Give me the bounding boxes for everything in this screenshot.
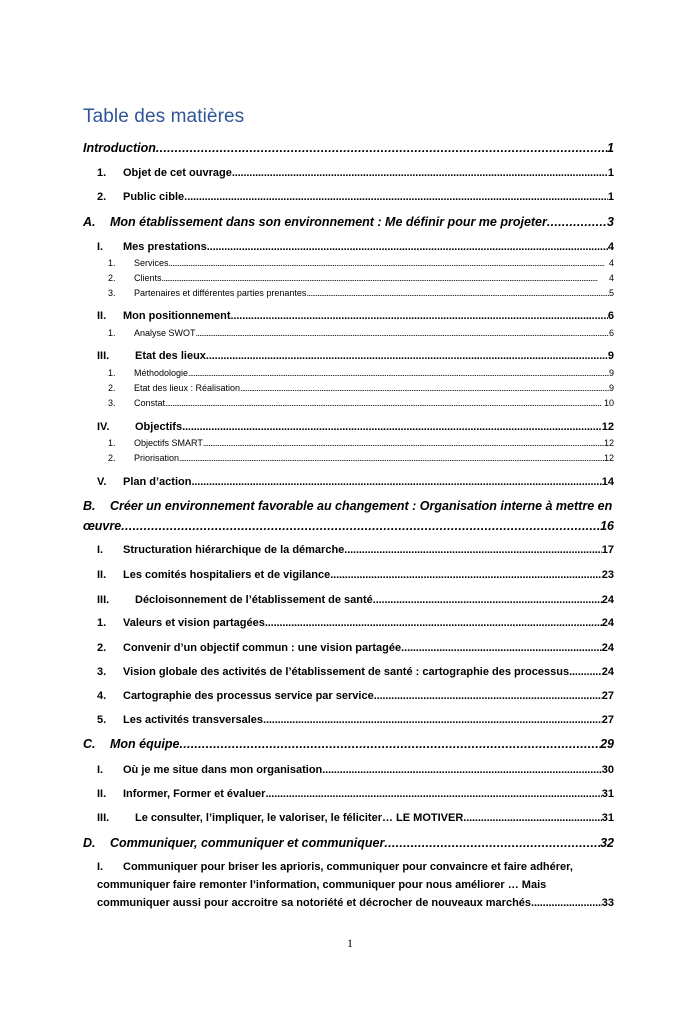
toc-entry-page: 6 xyxy=(608,328,614,338)
toc-entry-number: I. xyxy=(97,544,104,556)
toc-entry-number: III. xyxy=(97,594,110,606)
toc-entry-page: 14 xyxy=(601,476,614,488)
toc-entry[interactable] xyxy=(108,398,614,408)
toc-entry-number: 1. xyxy=(108,258,116,268)
toc-entry-text: Priorisation xyxy=(134,453,180,463)
toc-leader xyxy=(384,836,600,850)
toc-entry[interactable] xyxy=(83,737,614,751)
toc-entry-second-line xyxy=(97,879,546,891)
toc-entry-number: 1. xyxy=(108,328,116,338)
toc-entry-page: 1 xyxy=(607,141,614,155)
toc-leader xyxy=(569,666,602,678)
toc-leader xyxy=(463,812,601,824)
toc-leader xyxy=(232,167,608,179)
toc-entry-number: B. xyxy=(83,499,96,513)
toc-entry-text: Constat xyxy=(134,398,166,408)
toc-leader xyxy=(179,737,600,751)
toc-leader xyxy=(265,617,602,629)
toc-entry-text: Méthodologie xyxy=(134,368,189,378)
toc-entry-page: 9 xyxy=(608,368,614,378)
toc-entry-page: 9 xyxy=(607,350,614,362)
toc-entry-page: 12 xyxy=(601,421,614,433)
toc-entry-number: C. xyxy=(83,737,96,751)
toc-leader xyxy=(196,328,609,338)
toc-entry-text: Etat des lieux xyxy=(135,350,206,362)
toc-entry[interactable] xyxy=(83,836,614,850)
toc-entry-number: I. xyxy=(97,764,104,776)
toc-entry-number: D. xyxy=(83,836,96,850)
toc-entry[interactable] xyxy=(97,764,614,776)
toc-entry-page: 9 xyxy=(608,383,614,393)
toc-entry-text: Où je me situe dans mon organisation xyxy=(123,764,323,776)
toc-entry[interactable] xyxy=(97,191,614,203)
toc-entry-text: Créer un environnement favorable au changement : Organisation interne à mettre en xyxy=(110,499,613,513)
toc-entry-number: III. xyxy=(97,350,110,362)
toc-entry-page: 12 xyxy=(603,453,614,463)
toc-leader xyxy=(207,241,608,253)
toc-entry-page: 27 xyxy=(601,690,614,702)
toc-entry-number: 2. xyxy=(108,383,116,393)
toc-entry-text: Les activités transversales xyxy=(123,714,264,726)
toc-entry[interactable] xyxy=(97,666,614,678)
toc-entry-page: 5 xyxy=(608,288,614,298)
toc-entry[interactable] xyxy=(108,383,614,393)
toc-entry-text: Communiquer pour briser les aprioris, communiquer pour convaincre et faire adhérer, xyxy=(123,861,573,873)
toc-leader xyxy=(322,764,601,776)
toc-leader xyxy=(547,215,607,229)
toc-entry-page: 31 xyxy=(601,812,614,824)
toc-entry-text: Mes prestations xyxy=(123,241,207,253)
toc-entry-page: 24 xyxy=(601,594,614,606)
toc-entry-number: 2. xyxy=(108,273,116,283)
toc-entry-page: 24 xyxy=(601,617,614,629)
toc-entry-text: Décloisonnement de l’établissement de santé xyxy=(135,594,373,606)
toc-entry-number: V. xyxy=(97,476,107,488)
toc-leader xyxy=(263,714,602,726)
toc-entry-text: Plan d’action xyxy=(123,476,192,488)
toc-entry-number: 1. xyxy=(108,438,116,448)
toc-leader xyxy=(187,191,608,203)
toc-entry-number: A. xyxy=(83,215,96,229)
toc-entry-page: 1 xyxy=(607,167,614,179)
toc-entry[interactable] xyxy=(108,453,614,463)
toc-leader xyxy=(156,141,607,155)
toc-entry-first-line[interactable] xyxy=(97,861,573,873)
toc-leader xyxy=(531,897,602,909)
toc-entry-text: Vision globale des activités de l’établissement de santé : cartographie des processus xyxy=(123,666,570,678)
toc-entry-number: 5. xyxy=(97,714,107,726)
toc-leader xyxy=(330,569,602,581)
toc-leader xyxy=(169,258,609,268)
toc-entry[interactable] xyxy=(97,594,614,606)
toc-entry[interactable] xyxy=(108,273,614,283)
toc-leader xyxy=(240,383,609,393)
toc-entry[interactable] xyxy=(97,421,614,433)
toc-entry-number: I. xyxy=(97,861,104,873)
toc-entry-number: 1. xyxy=(97,617,107,629)
toc-entry[interactable] xyxy=(108,288,614,298)
toc-entry-page: 4 xyxy=(607,241,614,253)
toc-entry-text: Le consulter, l’impliquer, le valoriser, le féliciter… LE MOTIVER xyxy=(135,812,464,824)
toc-entry-number: II. xyxy=(97,310,107,322)
toc-entry-number: 1. xyxy=(108,368,116,378)
toc-entry[interactable] xyxy=(97,812,614,824)
toc-entry-text-continued: œuvre xyxy=(83,519,122,533)
toc-entry[interactable] xyxy=(83,141,614,155)
toc-entry-text: Mon positionnement xyxy=(123,310,231,322)
toc-leader xyxy=(188,368,609,378)
toc-leader xyxy=(231,310,608,322)
toc-entry-text: Structuration hiérarchique de la démarche xyxy=(123,544,345,556)
toc-entry[interactable] xyxy=(108,328,614,338)
toc-entry-number: II. xyxy=(97,788,107,800)
toc-entry[interactable] xyxy=(97,476,614,488)
toc-entry-text: Mon établissement dans son environnement : Me définir pour me projeter xyxy=(110,215,547,229)
toc-entry[interactable] xyxy=(97,642,614,654)
toc-entry-text: Analyse SWOT xyxy=(134,328,196,338)
toc-entry-text: Services xyxy=(134,258,169,268)
toc-entry-text: Convenir d’un objectif commun : une vision partagée. xyxy=(123,642,405,654)
toc-entry-number: 3. xyxy=(97,666,107,678)
toc-leader xyxy=(165,398,604,408)
toc-entry-number: 2. xyxy=(108,453,116,463)
toc-entry-text: Informer, Former et évaluer xyxy=(123,788,266,800)
toc-entry-page: 24 xyxy=(601,666,614,678)
page-number: 1 xyxy=(347,936,353,950)
toc-entry[interactable] xyxy=(83,519,614,533)
toc-entry-text: Etat des lieux : Réalisation xyxy=(134,383,241,393)
toc-entry[interactable] xyxy=(83,215,614,229)
toc-entry-page: 16 xyxy=(600,519,614,533)
toc-entry-page: 32 xyxy=(600,836,614,850)
toc-entry[interactable] xyxy=(97,617,614,629)
toc-leader xyxy=(206,350,608,362)
toc-entry-number: III. xyxy=(97,812,110,824)
toc-entry-number: IV. xyxy=(97,421,110,433)
toc-leader xyxy=(374,690,602,702)
toc-entry-page: 4 xyxy=(608,273,614,283)
toc-entry[interactable] xyxy=(108,438,614,448)
toc-entry-number: 3. xyxy=(108,288,116,298)
toc-entry[interactable] xyxy=(97,241,614,253)
toc-entry-page: 3 xyxy=(607,215,614,229)
toc-entry-text: Partenaires et différentes parties prenantes xyxy=(134,288,307,298)
toc-title: Table des matières xyxy=(83,106,245,127)
toc-entry-text-continued: communiquer faire remonter l’information, communiquer pour nous améliorer … Mais xyxy=(97,879,547,891)
toc-entry[interactable] xyxy=(97,569,614,581)
toc-entry[interactable] xyxy=(97,690,614,702)
toc-entry-number: 2. xyxy=(97,191,107,203)
toc-entry[interactable] xyxy=(97,310,614,322)
toc-entry-page: 23 xyxy=(601,569,614,581)
toc-entry-text: Objet de cet ouvrage xyxy=(123,167,232,179)
toc-leader xyxy=(179,453,604,463)
toc-entry-text: Introduction xyxy=(83,141,156,155)
toc-entry-page: 33 xyxy=(601,897,614,909)
toc-entry-number: 3. xyxy=(108,398,116,408)
toc-entry-page: 6 xyxy=(607,310,614,322)
toc-entry-page: 27 xyxy=(601,714,614,726)
toc-entry[interactable] xyxy=(97,544,614,556)
toc-entry-page: 24 xyxy=(601,642,614,654)
toc-entry-number: II. xyxy=(97,569,107,581)
toc-entry-text: Clients xyxy=(134,273,162,283)
toc-entry[interactable] xyxy=(108,368,614,378)
toc-leader xyxy=(373,594,602,606)
toc-entry-text: Communiquer, communiquer et communiquer xyxy=(110,836,385,850)
toc-entry-text-continued: communiquer aussi pour accroitre sa notoriété et décrocher de nouveaux marchés xyxy=(97,897,532,909)
toc-entry[interactable] xyxy=(108,258,614,268)
toc-entry-number: 1. xyxy=(97,167,107,179)
toc-leader xyxy=(121,519,600,533)
toc-leader xyxy=(306,288,609,298)
toc-entry[interactable] xyxy=(97,714,614,726)
toc-leader xyxy=(203,438,604,448)
toc-entry-text: Cartographie des processus service par service xyxy=(123,690,374,702)
toc-leader xyxy=(404,642,602,654)
toc-entry-text: Les comités hospitaliers et de vigilance xyxy=(123,569,331,581)
toc-entry-text: Valeurs et vision partagées xyxy=(123,617,265,629)
toc-entry-page: 30 xyxy=(601,764,614,776)
toc-leader xyxy=(182,421,602,433)
toc-entry[interactable] xyxy=(97,167,614,179)
toc-entry-text: Objectifs SMART xyxy=(134,438,203,448)
toc-leader xyxy=(191,476,601,488)
toc-entry-page: 10 xyxy=(603,398,614,408)
toc-entry-text: Mon équipe xyxy=(110,737,180,751)
toc-leader xyxy=(344,544,601,556)
toc-entry-page: 29 xyxy=(600,737,614,751)
toc-entry-page: 12 xyxy=(603,438,614,448)
toc-entry[interactable] xyxy=(97,897,614,909)
toc-leader xyxy=(162,273,609,283)
toc-entry-number: I. xyxy=(97,241,104,253)
toc-entry-page: 31 xyxy=(601,788,614,800)
toc-entry-number: 4. xyxy=(97,690,107,702)
toc-entry-text: Objectifs xyxy=(135,421,183,433)
toc-entry[interactable] xyxy=(97,788,614,800)
toc-entry-first-line[interactable] xyxy=(83,499,612,513)
toc-entry[interactable] xyxy=(97,350,614,362)
toc-entry-text: Public cible. xyxy=(123,191,188,203)
toc-entry-page: 1 xyxy=(607,191,614,203)
toc-leader xyxy=(265,788,601,800)
toc-entry-page: 4 xyxy=(608,258,614,268)
toc-entry-number: 2. xyxy=(97,642,107,654)
toc-entry-page: 17 xyxy=(601,544,614,556)
